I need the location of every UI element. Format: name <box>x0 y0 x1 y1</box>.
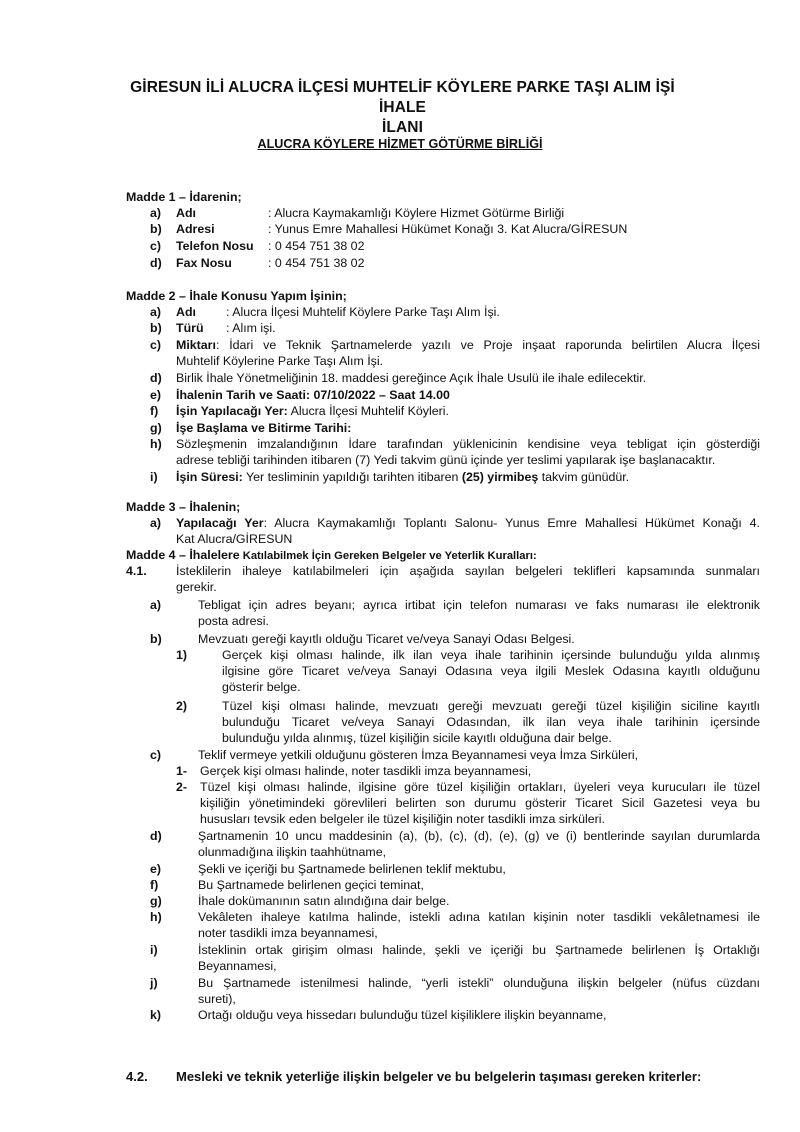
madde1-c-value: : 0 454 751 38 02 <box>268 239 365 253</box>
madde2-c-label: Miktarı <box>176 338 216 352</box>
madde2-i-bold: (25) yirmibeş <box>461 470 539 484</box>
m4-b1-num: 1) <box>176 648 188 662</box>
m4-c2-line1: Tüzel kişi olması halinde, ilgisine göre tüzel kişiliğin ortakları, üyeleri veya kurucuları ile tüzel <box>200 780 760 794</box>
m4-a-line2: posta adresi. <box>198 614 269 628</box>
madde1-c-label: Telefon Nosu <box>176 239 254 253</box>
m4-i-line1: İsteklinin ortak girişim olması halinde, şekli ve içeriği bu Şartnamede belirlenen İş Ortaklığı <box>198 943 760 957</box>
madde2-c-line1 <box>176 338 760 353</box>
m4-b-text: Mevzuatı gereği kayıtlı olduğu Ticaret ve/veya Sanayi Odası Belgesi. <box>198 632 575 646</box>
m4-c2-num: 2- <box>176 780 188 794</box>
m4-a-letter: a) <box>150 598 162 612</box>
madde4-heading <box>126 548 537 564</box>
madde2-f-line <box>176 404 449 419</box>
m4-b2-line3: bulunduğu yılda alınmış, tüzel kişiliğin sicile kayıtlı olduğuna dair belge. <box>222 731 612 745</box>
madde2-f-value: Alucra İlçesi Muhtelif Köyleri. <box>287 404 449 418</box>
madde2-i-letter: i) <box>150 470 158 484</box>
madde4-heading-rest: Katılabilmek İçin Gereken Belgeler ve Yeterlik Kuralları: <box>239 550 537 562</box>
madde2-i-line <box>176 470 629 485</box>
madde1-b-letter: b) <box>150 222 162 236</box>
madde2-g-text: İşe Başlama ve Bitirme Tarihi: <box>176 421 352 435</box>
madde2-f-label: İşin Yapılacağı Yer: <box>176 404 288 418</box>
madde2-b-label: Türü <box>176 321 204 335</box>
p41-num: 4.1. <box>126 564 147 578</box>
m4-b-letter: b) <box>150 632 162 646</box>
m4-c2-line3: hususları tevsik eden belgeler ile tüzel kişiliğin noter tasdikli imza sirküleri. <box>200 812 605 826</box>
madde2-c-value1: : İdari ve Teknik Şartnamelerde yazılı ve Proje inşaat raporunda belirtilen Alucra İlçesi <box>215 338 760 352</box>
madde1-b-label: Adresi <box>176 222 215 236</box>
m4-h-letter: h) <box>150 910 162 924</box>
m4-a-line1: Tebligat için adres beyanı; ayrıca irtibat için telefon numarası ve faks numarası ile elektronik <box>198 598 760 612</box>
m4-d-line1: Şartnamenin 10 uncu maddesinin (a), (b), (c), (d), (e), (g) ve (i) bentlerinde sayılan durumlarda <box>198 829 760 843</box>
title-line-2: İLANI <box>382 119 423 136</box>
p41-line1: İsteklilerin ihaleye katılabilmeleri için aşağıda sayılan belgeleri teklifleri kapsamında sunmaları <box>176 564 760 578</box>
madde2-d-letter: d) <box>150 371 162 385</box>
madde3-a-line1 <box>176 516 760 531</box>
p41-line2: gerekir. <box>176 580 217 594</box>
p42-text: Mesleki ve teknik yeterliğe ilişkin belgeler ve bu belgelerin taşıması gereken kriterler: <box>176 1069 702 1084</box>
m4-e-letter: e) <box>150 862 162 876</box>
m4-f-letter: f) <box>150 878 159 892</box>
madde4-heading-bold: Madde 4 – İhalelere <box>126 548 240 562</box>
p42-num: 4.2. <box>126 1069 148 1084</box>
m4-k-text: Ortağı olduğu veya hissedarı bulunduğu tüzel kişiliklere ilişkin beyanname, <box>198 1008 607 1022</box>
madde2-h-line2: adrese tebliği tarihinden itibaren (7) Yedi takvim günü içinde yer teslimi yapılarak işe başlanacaktır. <box>176 453 716 467</box>
m4-k-letter: k) <box>150 1008 162 1022</box>
m4-j-letter: j) <box>150 976 158 990</box>
madde3-a-label: Yapılacağı Yer <box>176 516 264 530</box>
document-title <box>130 78 675 138</box>
madde2-heading: Madde 2 – İhale Konusu Yapım İşinin; <box>126 289 347 303</box>
madde2-i-value1: Yer tesliminin yapıldığı tarihten itibaren <box>242 470 462 484</box>
madde2-f-letter: f) <box>150 404 159 418</box>
m4-g-letter: g) <box>150 894 162 908</box>
m4-d-letter: d) <box>150 829 162 843</box>
m4-j-line2: sureti), <box>198 992 236 1006</box>
madde3-a-letter: a) <box>150 516 162 530</box>
madde2-e-text: İhalenin Tarih ve Saati: 07/10/2022 – Saat 14.00 <box>176 388 450 402</box>
m4-i-letter: i) <box>150 943 158 957</box>
m4-j-line1: Bu Şartnamede istenilmesi halinde, “yerli istekli” olunduğuna ilişkin belgeler (nüfus cüzdanı <box>198 976 760 990</box>
title-line-1: GİRESUN İLİ ALUCRA İLÇESİ MUHTELİF KÖYLERE PARKE TAŞI ALIM İŞİ İHALE <box>130 79 675 116</box>
madde3-a-line2: Kat Alucra/GİRESUN <box>176 532 293 546</box>
madde2-d-text: Birlik İhale Yönetmeliğinin 18. maddesi gereğince Açık İhale Usulü ile ihale edilecektir. <box>176 371 647 385</box>
madde1-a-letter: a) <box>150 206 162 220</box>
m4-b2-num: 2) <box>176 699 188 713</box>
madde3-heading: Madde 3 – İhalenin; <box>126 500 241 514</box>
madde1-a-label: Adı <box>176 206 196 220</box>
madde1-heading: Madde 1 – İdarenin; <box>126 190 242 204</box>
madde2-b-letter: b) <box>150 321 162 335</box>
m4-h-line2: noter tasdikli imza beyannamesi, <box>198 926 378 940</box>
madde2-i-label: İşin Süresi: <box>176 470 243 484</box>
madde2-a-letter: a) <box>150 305 162 319</box>
document-subtitle: ALUCRA KÖYLERE HİZMET GÖTÜRME BİRLİĞİ <box>257 137 543 151</box>
madde1-c-letter: c) <box>150 239 162 253</box>
madde2-i-value2: takvim günüdür. <box>538 470 630 484</box>
madde1-d-value: : 0 454 751 38 02 <box>268 256 365 270</box>
m4-c1-text: Gerçek kişi olması halinde, noter tasdikli imza beyannamesi, <box>200 764 532 778</box>
m4-b1-line1: Gerçek kişi olması halinde, ilk ilan veya ihale tarihinin içersinde bulunduğu yılda alınmış <box>222 648 760 662</box>
m4-b1-line3: gösterir belge. <box>222 680 301 694</box>
m4-h-line1: Vekâleten ihaleye katılma halinde, istekli adına katılan kişinin noter tasdikli vekâletnamesi ile <box>198 910 760 924</box>
madde2-a-label: Adı <box>176 305 196 319</box>
m4-i-line2: Beyannamesi, <box>198 959 277 973</box>
madde1-a-value: : Alucra Kaymakamlığı Köylere Hizmet Götürme Birliği <box>268 206 565 220</box>
madde1-d-letter: d) <box>150 256 162 270</box>
madde2-h-line1: Sözleşmenin imzalandığının İdare tarafından yüklenicinin kendisine veya tebligat için gösterdiği <box>176 437 760 451</box>
madde1-b-value: : Yunus Emre Mahallesi Hükümet Konağı 3. Kat Alucra/GİRESUN <box>268 222 628 236</box>
m4-c-text: Teklif vermeye yetkili olduğunu gösteren İmza Beyannamesi veya İmza Sirküleri, <box>198 748 639 762</box>
m4-g-text: İhale dokümanının satın alındığına dair belge. <box>198 894 450 908</box>
m4-b2-line1: Tüzel kişi olması halinde, mevzuatı gereği mevzuatı gereği tüzel kişiliğin siciline kayıtlı <box>222 699 760 713</box>
madde1-d-label: Fax Nosu <box>176 256 232 270</box>
madde3-a-value: : Alucra Kaymakamlığı Toplantı Salonu- Yunus Emre Mahallesi Hükümet Konağı 4. <box>263 516 760 530</box>
madde2-c-letter: c) <box>150 338 162 352</box>
madde2-b-value: : Alım işi. <box>226 321 276 335</box>
m4-c-letter: c) <box>150 748 162 762</box>
m4-e-text: Şekli ve içeriği bu Şartnamede belirlenen teklif mektubu, <box>198 862 506 876</box>
madde2-a-value: : Alucra İlçesi Muhtelif Köylere Parke Taşı Alım İşi. <box>226 305 500 319</box>
m4-f-text: Bu Şartnamede belirlenen geçici teminat, <box>198 878 424 892</box>
madde2-e-letter: e) <box>150 388 162 402</box>
madde2-c-line2: Muhtelif Köylerine Parke Taşı Alım İşi. <box>176 354 384 368</box>
madde2-g-letter: g) <box>150 421 162 435</box>
m4-c1-num: 1- <box>176 764 188 778</box>
m4-b2-line2: bulunduğu Ticaret ve/veya Sanayi Odasından, ilk ilan veya ihale tarihinin içersinde <box>222 715 760 729</box>
m4-d-line2: olunmadığına ilişkin taahhütname, <box>198 845 387 859</box>
m4-b1-line2: ilgisine göre Ticaret ve/veya Sanayi Odasına veya ilgili Meslek Odasına kayıtlı olduğunu <box>222 664 760 678</box>
madde2-h-letter: h) <box>150 437 162 451</box>
m4-c2-line2: kişiliğin yönetimindeki görevlileri belirten son durumu gösterir Ticaret Sicil Gazetesi veya bu <box>200 796 760 810</box>
